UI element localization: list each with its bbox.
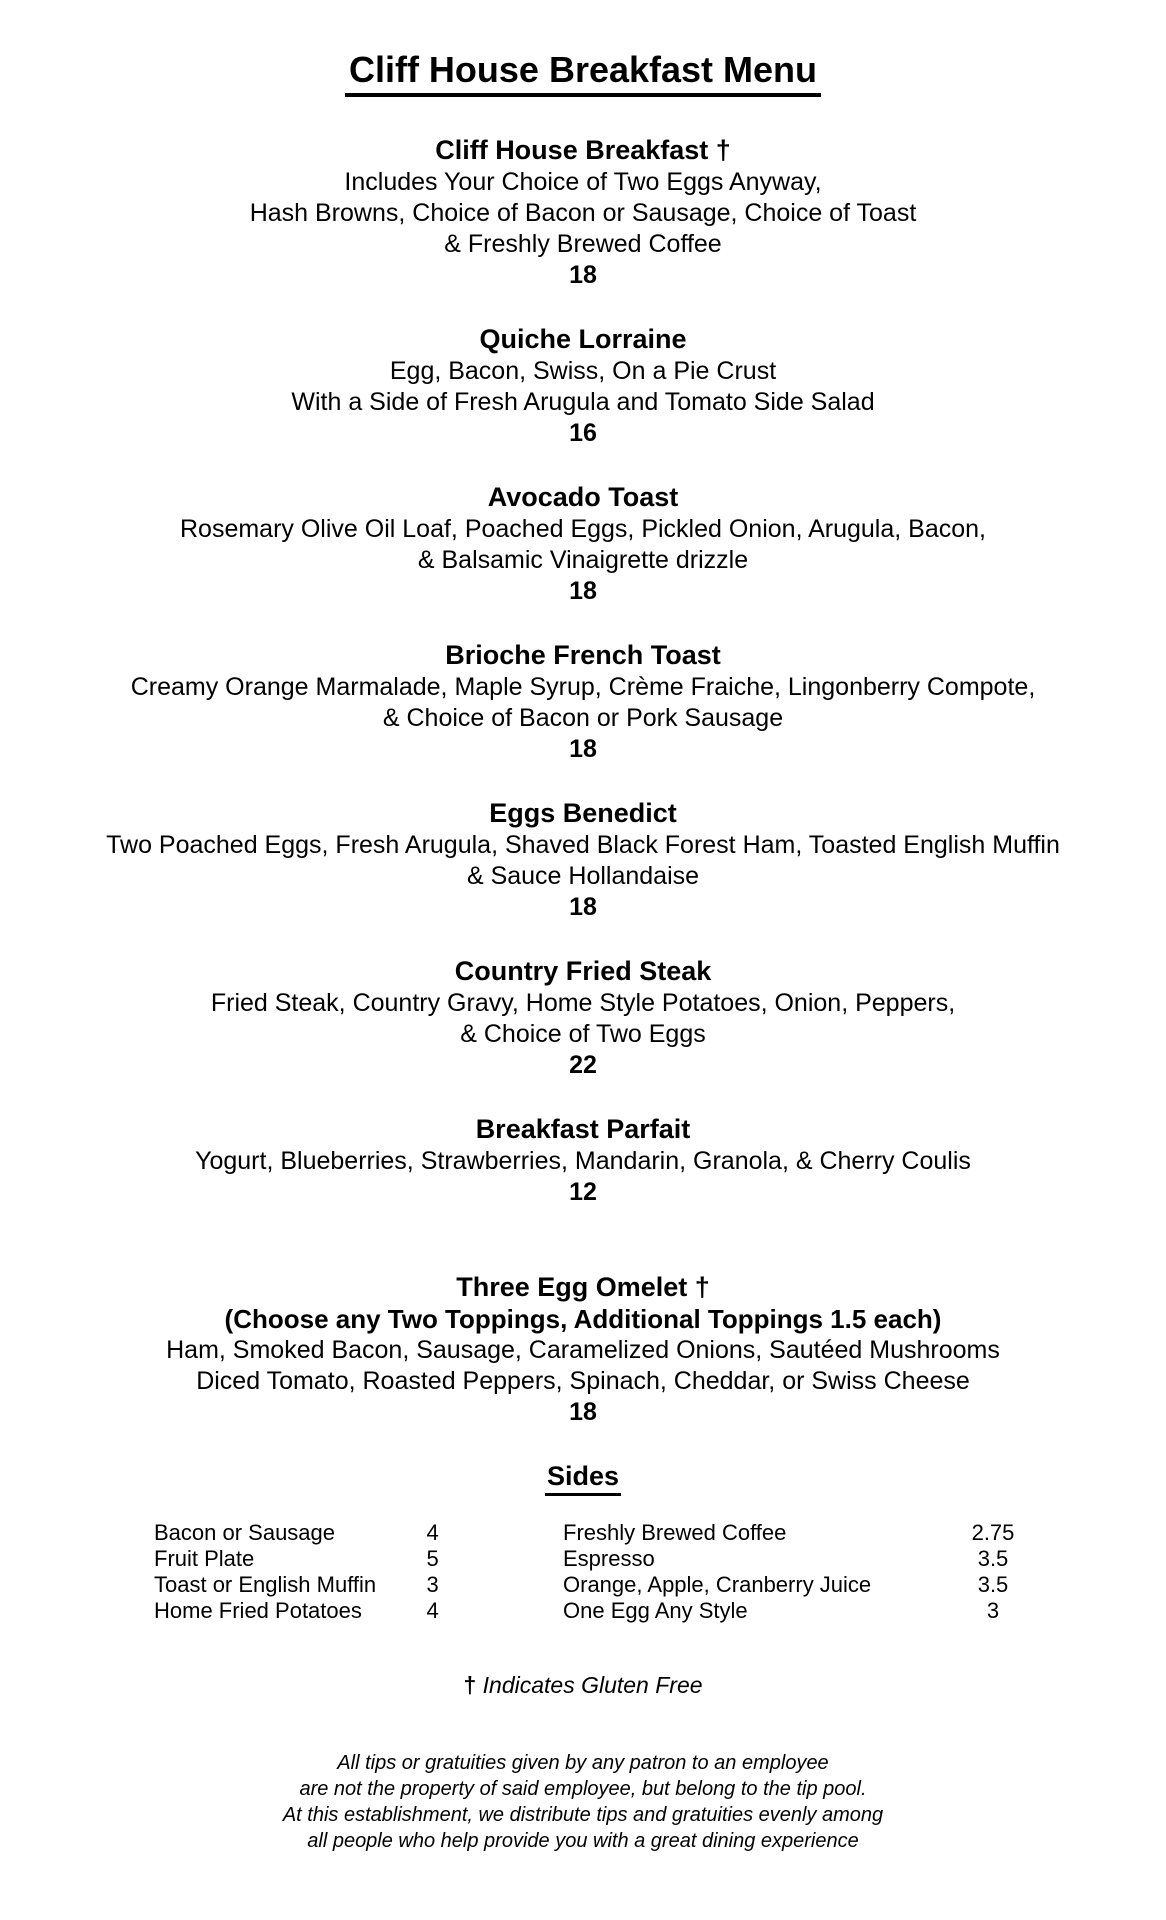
side-item-row [133, 1572, 453, 1598]
menu-item [0, 1270, 1166, 1428]
side-item-row [133, 1546, 453, 1572]
item-name: Eggs Benedict [489, 798, 677, 828]
item-description-line: Hash Browns, Choice of Bacon or Sausage, Choice of Toast [249, 199, 917, 227]
side-item-row [563, 1598, 1033, 1624]
item-name: Quiche Lorraine [479, 324, 687, 354]
side-item-price: 3 [426, 1572, 439, 1597]
item-description-line: Fried Steak, Country Gravy, Home Style Potatoes, Onion, Peppers, [210, 989, 956, 1017]
item-description-line: & Sauce Hollandaise [466, 862, 700, 890]
item-description-line: Creamy Orange Marmalade, Maple Syrup, Crème Fraiche, Lingonberry Compote, [130, 673, 1036, 701]
tips-notice-line: all people who help provide you with a great dining experience [307, 1830, 859, 1852]
item-description-line: With a Side of Fresh Arugula and Tomato Side Salad [291, 388, 875, 416]
side-item-price: 2.75 [971, 1520, 1015, 1545]
item-description-line: & Choice of Two Eggs [460, 1020, 706, 1048]
side-item-name: Espresso [563, 1546, 655, 1571]
side-item-price: 3.5 [977, 1572, 1009, 1597]
item-price: 22 [569, 1051, 597, 1079]
item-price: 18 [569, 261, 597, 289]
menu-item [0, 133, 1166, 291]
item-description-line: Yogurt, Blueberries, Strawberries, Mandarin, Granola, & Cherry Coulis [195, 1147, 971, 1175]
side-item-row [563, 1520, 1033, 1546]
sides-table-right [563, 1520, 1033, 1624]
menu-item [0, 638, 1166, 765]
side-item-name: Bacon or Sausage [154, 1520, 336, 1545]
item-name: Country Fried Steak [454, 956, 712, 986]
side-item-row [563, 1546, 1033, 1572]
menu-item [0, 322, 1166, 449]
item-price: 12 [569, 1178, 597, 1206]
side-item-price: 3.5 [977, 1546, 1009, 1571]
item-description-line: & Choice of Bacon or Pork Sausage [382, 704, 784, 732]
side-item-row [133, 1520, 453, 1546]
item-subheading: (Choose any Two Toppings, Additional Toppings 1.5 each) [224, 1304, 942, 1334]
item-name: Avocado Toast [487, 482, 679, 512]
side-item-name: Orange, Apple, Cranberry Juice [563, 1572, 872, 1597]
item-description-line: Ham, Smoked Bacon, Sausage, Caramelized Onions, Sautéed Mushrooms [166, 1336, 1000, 1364]
tips-notice-line: All tips or gratuities given by any patron to an employee [337, 1752, 829, 1774]
tips-notice-line: At this establishment, we distribute tips and gratuities evenly among [282, 1804, 884, 1826]
sides-table-left [133, 1520, 453, 1624]
item-description-line: Includes Your Choice of Two Eggs Anyway, [344, 168, 822, 196]
menu-item [0, 480, 1166, 607]
item-description-line: Two Poached Eggs, Fresh Arugula, Shaved Black Forest Ham, Toasted English Muffin [106, 831, 1060, 859]
item-description-line: Diced Tomato, Roasted Peppers, Spinach, Cheddar, or Swiss Cheese [196, 1367, 970, 1395]
sides-section [133, 1520, 1033, 1624]
menu-items [0, 133, 1166, 1428]
item-name: Three Egg Omelet † [456, 1272, 710, 1302]
tips-notice [0, 1750, 1166, 1854]
side-item-name: One Egg Any Style [563, 1598, 748, 1623]
menu-item [0, 796, 1166, 923]
item-price: 18 [569, 577, 597, 605]
item-name: Brioche French Toast [445, 640, 721, 670]
tips-notice-line: are not the property of said employee, but belong to the tip pool. [299, 1778, 867, 1800]
item-price: 18 [569, 1398, 597, 1426]
side-item-name: Toast or English Muffin [154, 1572, 377, 1597]
gluten-free-text: Indicates Gluten Free [482, 1672, 703, 1698]
side-item-name: Home Fried Potatoes [154, 1598, 362, 1623]
item-price: 16 [569, 419, 597, 447]
side-item-row [133, 1598, 453, 1624]
item-name: Breakfast Parfait [475, 1114, 691, 1144]
dagger-symbol: † [463, 1672, 477, 1698]
item-description-line: Rosemary Olive Oil Loaf, Poached Eggs, Pickled Onion, Arugula, Bacon, [180, 515, 986, 543]
item-price: 18 [569, 893, 597, 921]
page-title [0, 48, 1166, 97]
item-description-line: Egg, Bacon, Swiss, On a Pie Crust [389, 357, 777, 385]
side-item-name: Freshly Brewed Coffee [563, 1520, 787, 1545]
side-item-row [563, 1572, 1033, 1598]
item-description-line: & Freshly Brewed Coffee [444, 230, 722, 258]
side-item-name: Fruit Plate [154, 1546, 255, 1571]
page-title-text: Cliff House Breakfast Menu [345, 48, 821, 97]
item-description-line: & Balsamic Vinaigrette drizzle [417, 546, 749, 574]
sides-heading-text: Sides [545, 1459, 621, 1496]
menu-item [0, 954, 1166, 1081]
side-item-price: 4 [426, 1598, 439, 1623]
side-item-price: 4 [426, 1520, 439, 1545]
side-item-price: 5 [426, 1546, 439, 1571]
menu-item [0, 1112, 1166, 1208]
sides-heading [0, 1459, 1166, 1496]
item-price: 18 [569, 735, 597, 763]
side-item-price: 3 [986, 1598, 1000, 1623]
item-name: Cliff House Breakfast † [435, 135, 731, 165]
gluten-free-note [0, 1671, 1166, 1699]
